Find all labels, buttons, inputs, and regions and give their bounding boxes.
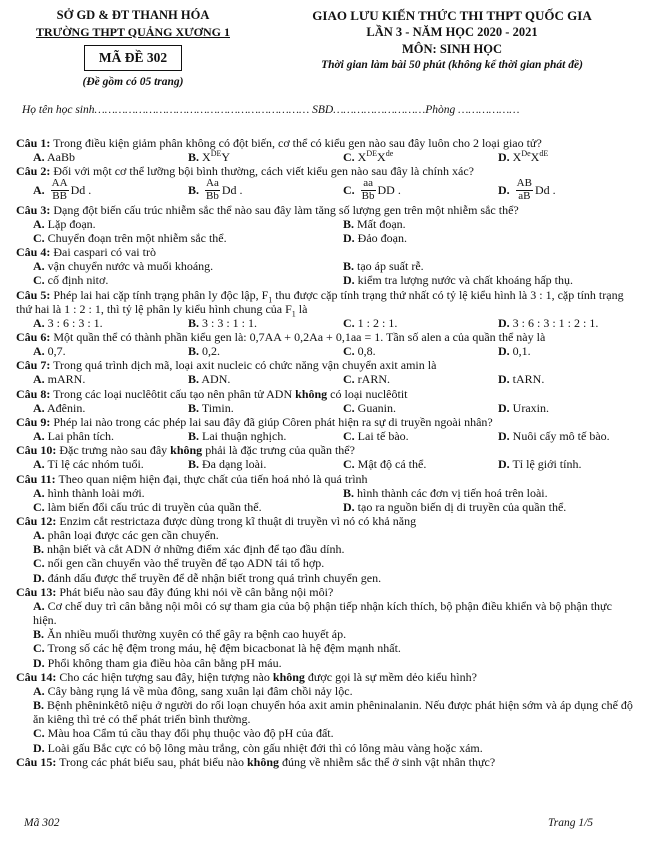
option-a: A. Tỉ lệ các nhóm tuổi. xyxy=(33,457,144,472)
options xyxy=(16,259,636,287)
option-b: B. ADN. xyxy=(188,372,231,387)
option-d: D. $\frac{AB}{aB}$ Dd . xyxy=(498,177,556,203)
question-label: Câu 9: xyxy=(16,414,51,429)
option-c: C. $\frac{aa}{Bb}$ DD . xyxy=(343,177,401,203)
option-c: C. Mật độ cá thể. xyxy=(343,457,427,472)
option-c: C. Màu hoa Cẩm tú cầu thay đổi phụ thuộc vào độ pH của đất. xyxy=(33,726,334,741)
option-b: B. 3 : 3 : 1 : 1. xyxy=(188,315,258,330)
question-label: Câu 11: xyxy=(16,471,56,486)
exam-time: Thời gian làm bài 50 phút (không kể thời gian phát đề) xyxy=(321,58,583,71)
option-a: A. Cơ chế duy trì cân bằng nội môi có sự tham gia của bộ phận tiếp nhận kích thích, bộ phận điều khiển và bộ phận thực hiện. xyxy=(33,598,612,628)
questions xyxy=(16,136,636,769)
question-12 xyxy=(16,514,636,528)
options xyxy=(16,178,636,202)
option-b: B. Lai thuận nghịch. xyxy=(188,429,287,444)
option-d: D. kiểm tra lượng nước và chất khoáng hấp thụ. xyxy=(343,273,573,288)
option-c: C. Lai tế bào. xyxy=(343,429,409,444)
question-13 xyxy=(16,585,636,599)
option-a: A. 0,7. xyxy=(33,344,66,359)
option-c: C. XDEXde xyxy=(343,149,394,165)
question-text: Phép lai nào trong các phép lai sau đây đã giúp Côren phát hiện ra sự di truyền ngoài nhân? xyxy=(50,414,493,429)
option-d: D. Phổi không tham gia điều hòa cân bằng pH máu. xyxy=(33,655,282,670)
question-9 xyxy=(16,415,636,429)
question-15: Câu 15: Trong các phát biểu sau, phát biểu nào không đúng về nhiễm sắc thể ở sinh vật nhân thực? xyxy=(16,754,496,769)
option-b: B. 0,2. xyxy=(188,344,221,359)
option-a: A. phân loại được các gen cần chuyển. xyxy=(33,528,219,543)
option-a: A. mARN. xyxy=(33,372,86,387)
option-a: A. Lặp đoạn. xyxy=(33,216,96,231)
question-text: Trong điều kiện giảm phân không có đột biến, cơ thể có kiểu gen nào sau đây luôn cho 2 loại giao tử? xyxy=(50,136,542,150)
question-text: Dạng đột biến cấu trúc nhiễm sắc thể nào sau đây làm tăng số lượng gen trên một nhiễm sắc thể? xyxy=(50,202,519,217)
question-8: Câu 8: Trong các loại nuclêôtit cấu tạo nên phân tử ADN không có loại nuclêôtit xyxy=(16,386,408,401)
option-a: A. Cây bàng rụng lá về mùa đông, sang xuân lại đâm chồi nảy lộc. xyxy=(33,683,353,698)
question-label: Câu 12: xyxy=(16,514,57,528)
option-a: A. Lai phân tích. xyxy=(33,429,114,444)
options xyxy=(16,217,636,245)
option-c: C. làm biến đổi cấu trúc di truyền của quần thể. xyxy=(33,499,262,514)
option-c: C. Guanin. xyxy=(343,400,396,415)
option-b: B. nhận biết và cắt ADN ở những điểm xác định để tạo đầu dính. xyxy=(33,542,345,557)
option-d: D. Nuôi cấy mô tế bào. xyxy=(498,429,610,444)
question-label: Câu 5: xyxy=(16,287,51,302)
question-text: Đối với một cơ thể lưỡng bội bình thường, cách viết kiểu gen nào sau đây là chính xác? xyxy=(50,164,474,179)
question-label: Câu 10: xyxy=(16,443,57,458)
question-text: Trong quá trình dịch mã, loại axit nucleic có chức năng vận chuyển axit amin là xyxy=(50,358,437,373)
question-3 xyxy=(16,203,636,217)
question-label: Câu 2: xyxy=(16,164,51,179)
options xyxy=(16,372,636,386)
footer-page-number: Trang 1/5 xyxy=(548,817,594,829)
question-10: Câu 10: Đặc trưng nào sau đây không phải là đặc trưng của quần thể? xyxy=(16,443,355,458)
question-label: Câu 4: xyxy=(16,245,51,260)
question-text: Đai caspari có vai trò xyxy=(50,245,156,260)
question-label: Câu 3: xyxy=(16,202,51,217)
options xyxy=(16,528,636,585)
option-d: D. tARN. xyxy=(498,372,545,387)
option-d: D. 0,1. xyxy=(498,344,531,359)
option-d: D. tạo ra nguồn biến dị di truyền của quần thể. xyxy=(343,499,567,514)
option-b: B. Đa dạng loài. xyxy=(188,457,267,472)
question-label: Câu 8: xyxy=(16,386,51,401)
question-4 xyxy=(16,245,636,259)
options xyxy=(16,150,636,164)
option-b: B. Timin. xyxy=(188,400,234,415)
question-14: Câu 14: Cho các hiện tượng sau đây, hiện tượng nào không được gọi là sự mềm dẻo kiểu hình? xyxy=(16,669,477,684)
option-a: A. 3 : 6 : 3 : 1. xyxy=(33,315,103,330)
options xyxy=(16,316,636,330)
genotype-fraction: $\frac{aa}{Bb}$ xyxy=(361,177,375,203)
option-d: D. đánh dấu được thể truyền để dễ nhận biết trong quá trình chuyển gen. xyxy=(33,570,382,585)
option-a: A. $\frac{AA}{BB}$ Dd . xyxy=(33,177,92,203)
footer-exam-code: Mã 302 xyxy=(24,817,60,829)
question-label: Câu 13: xyxy=(16,584,57,599)
question-2 xyxy=(16,164,636,178)
option-a: A. AaBb xyxy=(33,150,76,165)
genotype-fraction: $\frac{AA}{BB}$ xyxy=(51,177,68,203)
options xyxy=(16,684,636,755)
option-c: C. rARN. xyxy=(343,372,391,387)
question-1 xyxy=(16,136,636,150)
question-11 xyxy=(16,472,636,486)
option-d: D. XDeXdE xyxy=(498,149,549,165)
genotype-fraction: $\frac{AB}{aB}$ xyxy=(516,177,532,203)
option-b: B. Mất đoạn. xyxy=(343,216,406,231)
question-label: Câu 15: xyxy=(16,754,57,769)
genotype-fraction: $\frac{Aa}{Bb}$ xyxy=(206,177,219,203)
option-c: C. 1 : 2 : 1. xyxy=(343,315,398,330)
option-c: C. Trong số các hệ đệm trong máu, hệ đệm bicacbonat là hệ đệm mạnh nhất. xyxy=(33,641,401,656)
question-text: Phát biểu nào sau đây đúng khi nói về cân bằng nội môi? xyxy=(56,584,334,599)
option-a: A. vận chuyển nước và muối khoáng. xyxy=(33,259,214,274)
options xyxy=(16,486,636,514)
option-c: C. nối gen cần chuyển vào thể truyền để tạo ADN tái tổ hợp. xyxy=(33,556,325,571)
option-d: D. Tỉ lệ giới tính. xyxy=(498,457,582,472)
option-b: B. tạo áp suất rễ. xyxy=(343,259,424,274)
option-a: A. Ađênin. xyxy=(33,400,86,415)
options xyxy=(16,457,636,471)
question-text: Enzim cắt restrictaza được dùng trong kĩ thuật di truyền vì nó có khả năng xyxy=(56,514,417,528)
question-5: Câu 5: Phép lai hai cặp tính trạng phân ly độc lập, $F_1$ thu được cặp tính trạng thứ nhất có tỷ lệ kiểu hình là 3 : 1, cặp tính trạng thứ hai là 1 : 2 : 1, thì tỷ lệ phân ly kiểu hình chung của $F_1$ là xyxy=(16,287,624,319)
option-c: C. cố định nitơ. xyxy=(33,273,109,288)
question-text: Một quần thể có thành phần kiểu gen là: 0,7AA + 0,2Aa + 0,1aa = 1. Tần số alen a của quần thể này là xyxy=(50,329,546,344)
question-6 xyxy=(16,330,636,344)
question-label: Câu 1: xyxy=(16,136,51,150)
option-d: D. Uraxin. xyxy=(498,400,549,415)
option-a: A. hình thành loài mới. xyxy=(33,485,145,500)
exam-round: LẦN 3 - NĂM HỌC 2020 - 2021 xyxy=(366,25,538,40)
options xyxy=(16,344,636,358)
department-name: SỞ GD & ĐT THANH HÓA xyxy=(56,8,210,22)
option-b: B. $\frac{Aa}{Bb}$ Dd . xyxy=(188,177,243,203)
option-c: C. 0,8. xyxy=(343,344,376,359)
header-left xyxy=(18,8,248,89)
exam-title: GIAO LƯU KIẾN THỨC THI THPT QUỐC GIA xyxy=(312,8,592,23)
question-text: Theo quan niệm hiện đại, thực chất của tiến hoá nhỏ là quá trình xyxy=(55,471,368,486)
exam-subject: MÔN: SINH HỌC xyxy=(402,42,502,57)
option-d: D. Đảo đoạn. xyxy=(343,230,407,245)
option-d: D. 3 : 6 : 3 : 1 : 2 : 1. xyxy=(498,315,599,330)
question-label: Câu 14: xyxy=(16,669,57,684)
options xyxy=(16,599,636,670)
option-b: B. hình thành các đơn vị tiến hoá trên loài. xyxy=(343,485,548,500)
question-label: Câu 7: xyxy=(16,358,51,373)
header-right xyxy=(272,8,632,72)
candidate-info-line: Họ tên học sinh……………………………………………………… SBD………………………Phòng ……………… xyxy=(22,104,520,116)
option-b: B. Bệnh phêninkêtô niệu ở người do rối loạn chuyển hóa axit amin phêninalanin. Nếu được phát hiện sớm và áp dụng chế độ ăn kiêng thì trẻ có thể phát triển bình thường. xyxy=(33,698,633,727)
options xyxy=(16,429,636,443)
option-b: B. XDEY xyxy=(188,149,231,165)
question-label: Câu 6: xyxy=(16,329,51,344)
options xyxy=(16,401,636,415)
option-c: C. Chuyển đoạn trên một nhiễm sắc thể. xyxy=(33,230,227,245)
question-7 xyxy=(16,358,636,372)
option-d: D. Loài gấu Bắc cực có bộ lông màu trắng, còn gấu nhiệt đới thì có lông màu vàng hoặc xám. xyxy=(33,740,483,755)
option-b: B. Ăn nhiều muối thường xuyên có thể gây ra bệnh cao huyết áp. xyxy=(33,627,347,642)
pages-note: (Đề gồm có 05 trang) xyxy=(82,75,184,88)
school-name: TRƯỜNG THPT QUẢNG XƯƠNG 1 xyxy=(35,24,230,39)
exam-code-box: MÃ ĐỀ 302 xyxy=(84,45,182,71)
